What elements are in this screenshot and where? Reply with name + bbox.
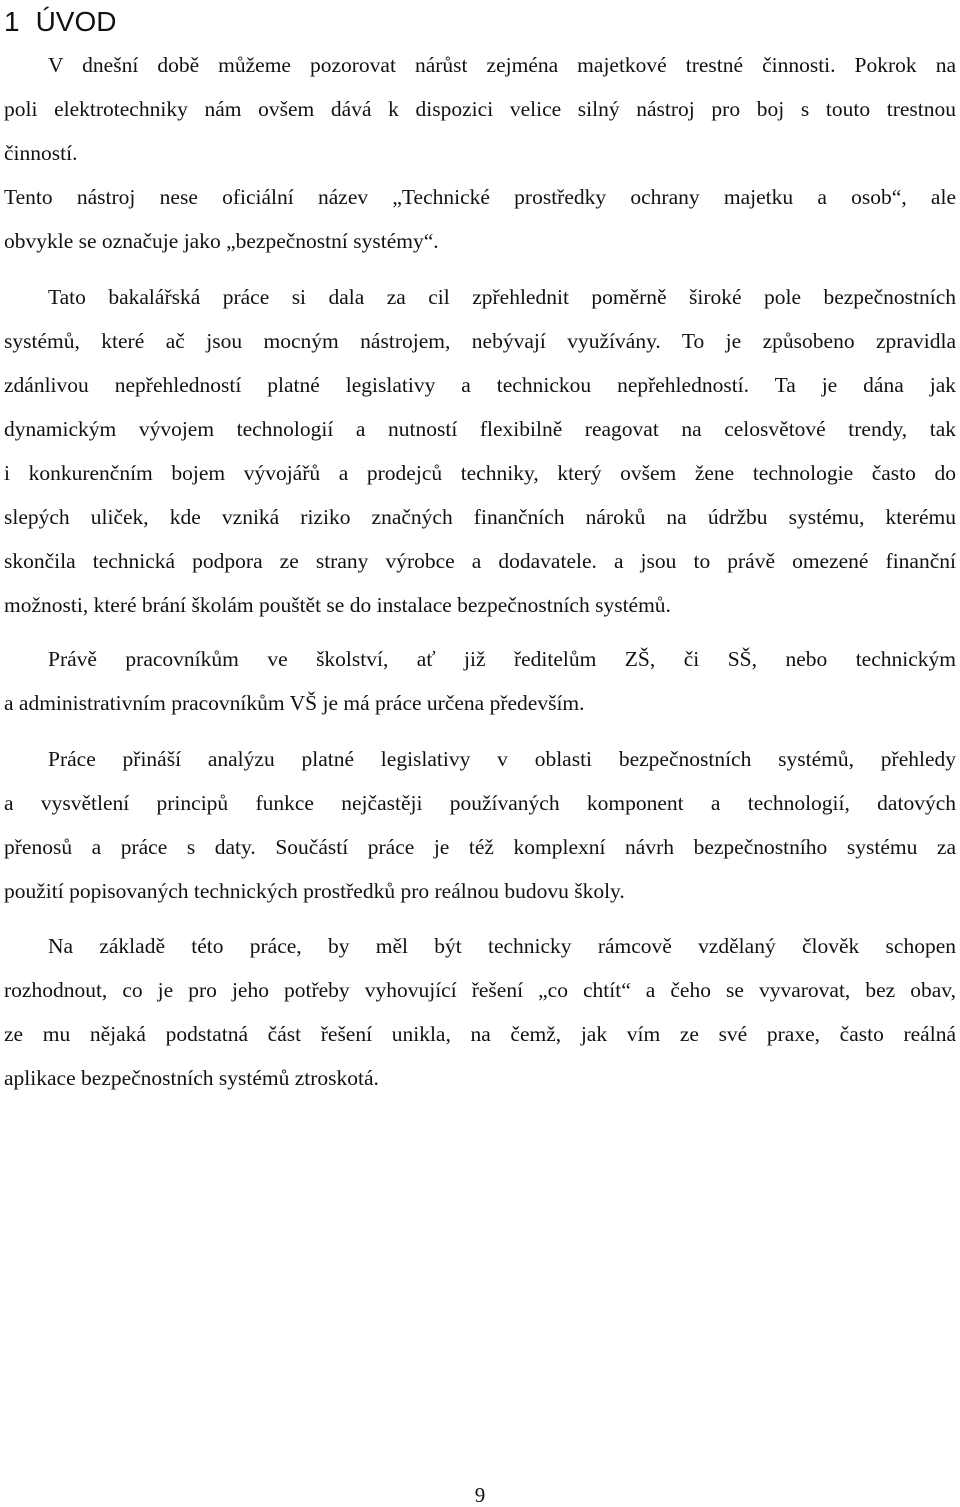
- text-line: Právě pracovníkům ve školství, ať již ředitelům ZŠ, či SŠ, nebo technickým: [48, 647, 956, 671]
- section-heading: [4, 2, 116, 42]
- section-title: ÚVOD: [35, 6, 117, 37]
- text-line: obvykle se označuje jako „bezpečnostní systémy“.: [4, 229, 439, 253]
- text-line: použití popisovaných technických prostředků pro reálnou budovu školy.: [4, 879, 625, 903]
- text-line: aplikace bezpečnostních systémů ztroskotá.: [4, 1066, 379, 1090]
- text-line: i konkurenčním bojem vývojářů a prodejců techniky, který ovšem žene technologie často do: [4, 461, 956, 485]
- section-number: 1: [4, 6, 20, 37]
- text-line: a administrativním pracovníkům VŠ je má práce určena především.: [4, 691, 585, 715]
- paragraph-audience: [4, 637, 956, 725]
- paragraph-intro: [4, 43, 956, 263]
- text-line: zdánlivou nepřehledností platné legislativy a technickou nepřehledností. Ta je dána jak: [4, 373, 956, 397]
- text-line: systémů, které ač jsou mocným nástrojem, nebývají využívány. To je způsobeno zpravidla: [4, 329, 956, 353]
- text-line: Na základě této práce, by měl být technicky rámcově vzdělaný člověk schopen: [48, 934, 956, 958]
- text-line: činností.: [4, 141, 78, 165]
- text-line: Tento nástroj nese oficiální název „Technické prostředky ochrany majetku a osob“, ale: [4, 185, 956, 209]
- text-line: rozhodnout, co je pro jeho potřeby vyhovující řešení „co chtít“ a čeho se vyvarovat, bez obav,: [4, 978, 956, 1002]
- text-line: přenosů a práce s daty. Součástí práce je též komplexní návrh bezpečnostního systému za: [4, 835, 956, 859]
- text-line: skončila technická podpora ze strany výrobce a dodavatele. a jsou to právě omezené finanční: [4, 549, 956, 573]
- text-line: a vysvětlení principů funkce nejčastěji používaných komponent a technologií, datových: [4, 791, 956, 815]
- paragraph-content: [4, 737, 956, 913]
- text-line: ze mu nějaká podstatná část řešení unikla, na čemž, jak vím ze své praxe, často reálná: [4, 1022, 956, 1046]
- text-line: V dnešní době můžeme pozorovat nárůst zejména majetkové trestné činnosti. Pokrok na: [48, 53, 956, 77]
- paragraph-goal: [4, 275, 956, 627]
- text-line: Tato bakalářská práce si dala za cil zpřehlednit poměrně široké pole bezpečnostních: [48, 285, 956, 309]
- text-line: dynamickým vývojem technologií a nutností flexibilně reagovat na celosvětové trendy, tak: [4, 417, 956, 441]
- page-number: 9: [474, 1483, 486, 1507]
- paragraph-conclusion: [4, 924, 956, 1100]
- text-line: poli elektrotechniky nám ovšem dává k dispozici velice silný nástroj pro boj s touto trestnou: [4, 97, 956, 121]
- text-line: slepých uliček, kde vzniká riziko značných finančních nároků na údržbu systému, kterému: [4, 505, 956, 529]
- text-line: Práce přináší analýzu platné legislativy v oblasti bezpečnostních systémů, přehledy: [48, 747, 956, 771]
- text-line: možnosti, které brání školám pouštět se do instalace bezpečnostních systémů.: [4, 593, 671, 617]
